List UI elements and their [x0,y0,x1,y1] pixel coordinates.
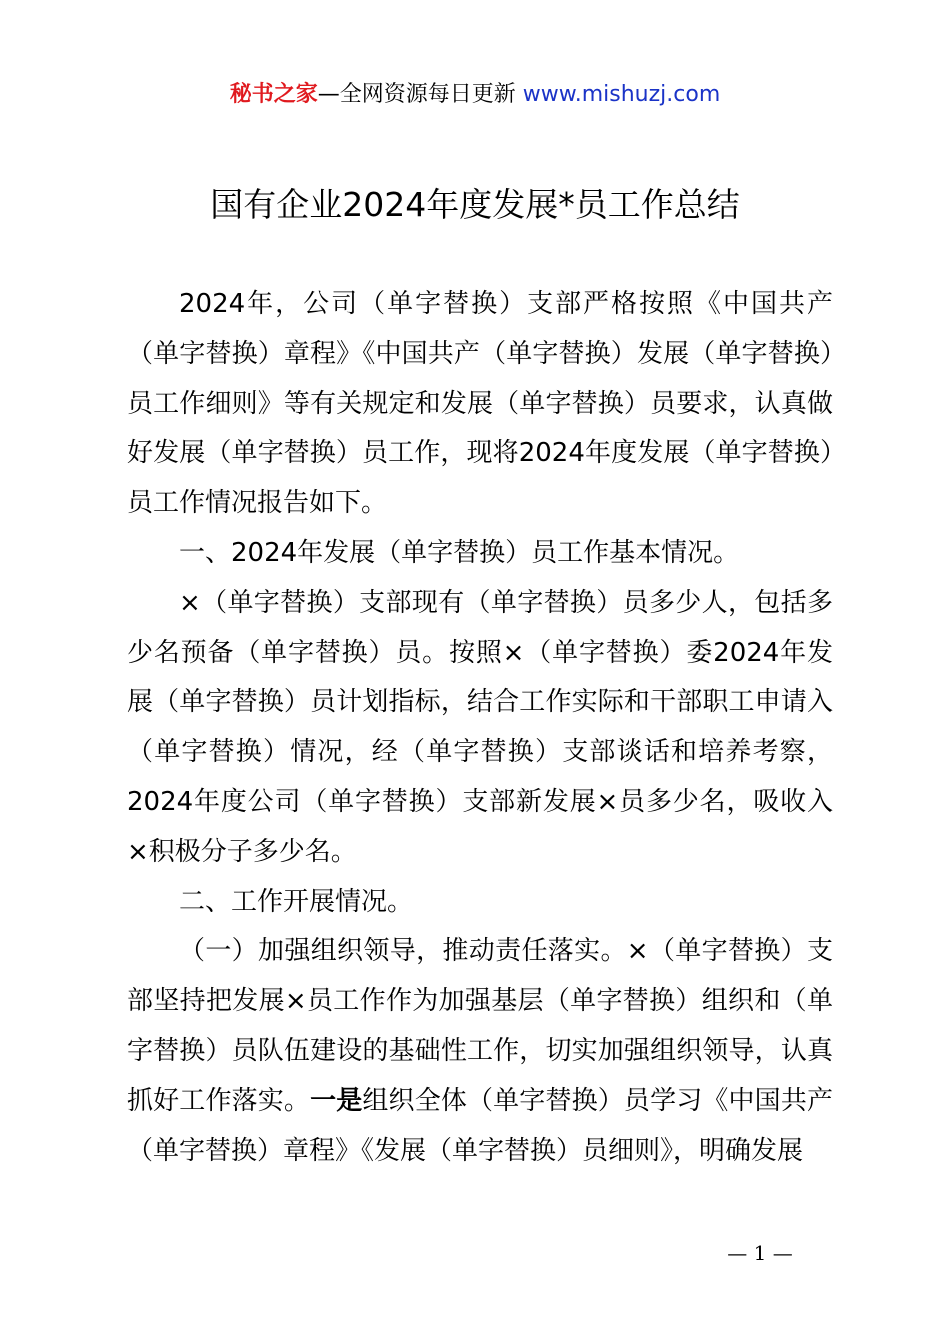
page-number: — 1 — [727,1241,793,1265]
document-body [127,280,833,1176]
site-url-link[interactable]: www.mishuzj.com [522,82,721,107]
site-header [0,78,950,112]
section-heading-2: 二、工作开展情况。 [179,886,414,917]
paragraph-organization-text-a: （一）加强组织领导，推动责任落实。×（单字替换）支部坚持把发展×员工作作为加强基层（单字替换）组织和（单字替换）员队伍建设的基础性工作，切实加强组织领导，认真抓好工作落实。 [127,936,833,1116]
section-heading-1: 一、2024年发展（单字替换）员工作基本情况。 [179,537,740,568]
paragraph-organization-text-b: 组织全体（单字替换）员学习《中国共产（单字替换）章程》《发展（单字替换）员细则》，明确发展 [127,1085,833,1166]
paragraph-organization [127,927,833,1176]
site-brand: 秘书之家 [229,82,318,107]
site-tagline: —全网资源每日更新 [317,82,523,107]
document-title: 国有企业2024年度发展*员工作总结 [210,185,740,224]
paragraph-organization-bold: 一是 [310,1085,363,1116]
paragraph-basic-situation: ×（单字替换）支部现有（单字替换）员多少人，包括多少名预备（单字替换）员。按照×（单字替换）委2024年发展（单字替换）员计划指标，结合工作实际和干部职工申请入（单字替换）情况，经（单字替换）支部谈话和培养考察，2024年度公司（单字替换）支部新发展×员多少名，吸收入×积极分子多少名。 [127,587,833,867]
paragraph-intro: 2024年，公司（单字替换）支部严格按照《中国共产（单字替换）章程》《中国共产（单字替换）发展（单字替换）员工作细则》等有关规定和发展（单字替换）员要求，认真做好发展（单字替换）员工作，现将2024年度发展（单字替换）员工作情况报告如下。 [127,289,833,519]
